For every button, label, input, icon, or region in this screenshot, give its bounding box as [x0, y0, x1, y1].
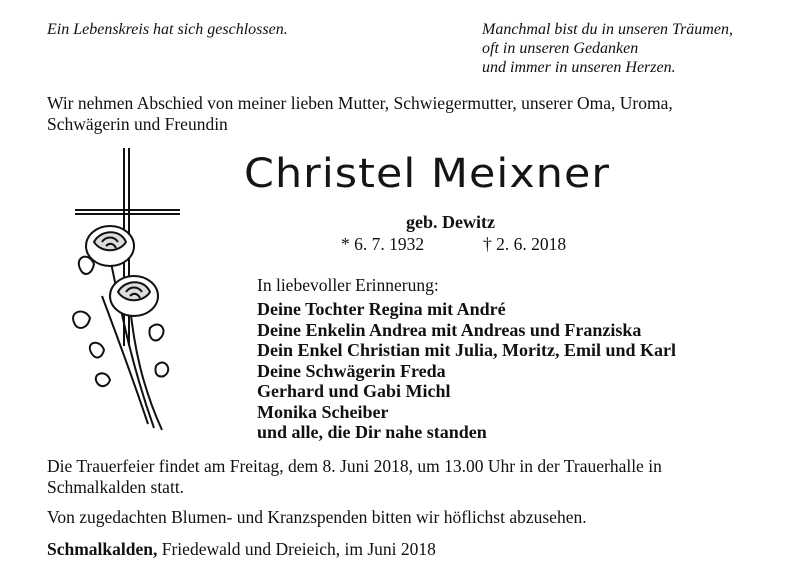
quote-right-line: Manchmal bist du in unseren Träumen, [482, 21, 733, 38]
mourner-line: und alle, die Dir nahe standen [257, 422, 487, 442]
intro-line: Wir nehmen Abschied von meiner lieben Mutter, Schwiegermutter, unserer Oma, Uroma, [47, 93, 673, 113]
mourner-line: Gerhard und Gabi Michl [257, 381, 451, 401]
footer-place-rest: Friedewald und Dreieich, im Juni 2018 [157, 539, 436, 559]
maiden-name: geb. Dewitz [406, 212, 495, 232]
footer-place [47, 539, 436, 560]
mourner-line: Deine Enkelin Andrea mit Andreas und Franziska [257, 319, 642, 340]
birth-date: * 6. 7. 1932 [341, 234, 425, 254]
mourner-line: Monika Scheiber [257, 401, 389, 422]
flowers-note: Von zugedachten Blumen- und Kranzspenden bitten wir höflichst abzusehen. [47, 507, 587, 527]
death-date: † 2. 6. 2018 [483, 234, 567, 254]
funeral-info [47, 456, 662, 498]
cross-with-roses-icon [62, 146, 182, 436]
footer-place-bold: Schmalkalden, [47, 539, 158, 559]
memory-heading: In liebevoller Erinnerung: [257, 275, 439, 295]
mourner-line: Deine Tochter Regina mit André [257, 299, 506, 319]
deceased-name: Christel Meixner [244, 151, 611, 197]
quote-left: Ein Lebenskreis hat sich geschlossen. [47, 21, 288, 38]
mourners-list [257, 299, 676, 443]
mourner-line: Deine Schwägerin Freda [257, 360, 446, 381]
quote-right-line: und immer in unseren Herzen. [482, 59, 676, 76]
funeral-line: Die Trauerfeier findet am Freitag, dem 8. Juni 2018, um 13.00 Uhr in der Trauerhalle in [47, 456, 662, 476]
quote-right [482, 20, 733, 77]
intro-line: Schwägerin und Freundin [47, 114, 228, 134]
quote-right-line: oft in unseren Gedanken [482, 40, 639, 57]
funeral-line: Schmalkalden statt. [47, 477, 185, 497]
intro-text [47, 93, 673, 135]
mourner-line: Dein Enkel Christian mit Julia, Moritz, Emil und Karl [257, 340, 677, 360]
